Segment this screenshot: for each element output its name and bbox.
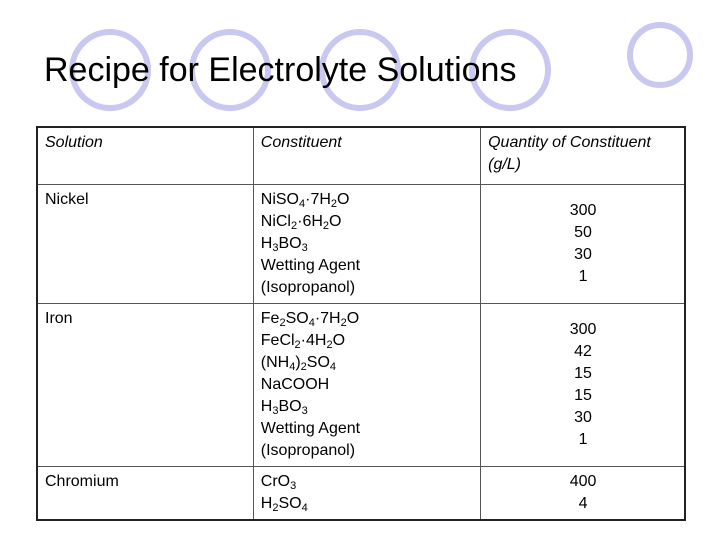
quantity-value: 15 (574, 387, 592, 404)
quantity-value: 42 (574, 343, 592, 360)
quantity-cell (481, 467, 685, 521)
header-quantity: Quantity of Constituent (g/L) (481, 127, 685, 185)
constituent-item: $FeCl_2\cdot 4H_2O$ (260, 332, 346, 351)
quantity-value: 1 (578, 431, 588, 448)
quantity-cell (481, 304, 685, 467)
constituent-item: $Fe_2SO_4\cdot 7H_2O$ (260, 310, 360, 329)
constituent-item: CrO$_3$ (260, 473, 297, 492)
constituent-item: $H_3BO_3$ (260, 235, 308, 254)
constituent-item: $(NH_4)_2SO_4$ (260, 354, 337, 373)
slide-title: Recipe for Electrolyte Solutions (44, 51, 517, 89)
solution-cell: Nickel (37, 185, 253, 304)
constituent-item: Wetting Agent (260, 420, 361, 437)
constituent-item: NaCOOH (260, 376, 330, 393)
solution-cell: Chromium (37, 467, 253, 521)
header-constituent: Constituent (253, 127, 480, 185)
quantity-value: 15 (574, 365, 592, 382)
table-row (37, 185, 685, 304)
header-solution: Solution (37, 127, 253, 185)
constituent-cell (253, 304, 480, 467)
recipe-table (36, 126, 686, 521)
table-row (37, 467, 685, 521)
constituent-item: $H_3BO_3$ (260, 398, 308, 417)
quantity-value: 4 (578, 495, 588, 512)
table-header-row (37, 127, 685, 185)
constituent-item: $H_2SO_4$ (260, 495, 308, 514)
constituent-cell (253, 467, 480, 521)
constituent-cell (253, 185, 480, 304)
constituent-item: (Isopropanol) (260, 442, 356, 459)
quantity-value: 300 (569, 202, 597, 219)
quantity-value: 400 (569, 473, 597, 490)
table-row (37, 304, 685, 467)
constituent-item: (Isopropanol) (260, 279, 356, 296)
quantity-value: 50 (574, 224, 592, 241)
solution-cell: Iron (37, 304, 253, 467)
quantity-cell (481, 185, 685, 304)
quantity-value: 1 (578, 268, 588, 285)
constituent-item: Wetting Agent (260, 257, 361, 274)
quantity-value: 30 (574, 409, 592, 426)
quantity-value: 30 (574, 246, 592, 263)
constituent-item: $NiSO_4\cdot 7H_2O$ (260, 191, 350, 210)
constituent-item: $NiCl_2\cdot 6H_2O$ (260, 213, 342, 232)
quantity-value: 300 (569, 321, 597, 338)
